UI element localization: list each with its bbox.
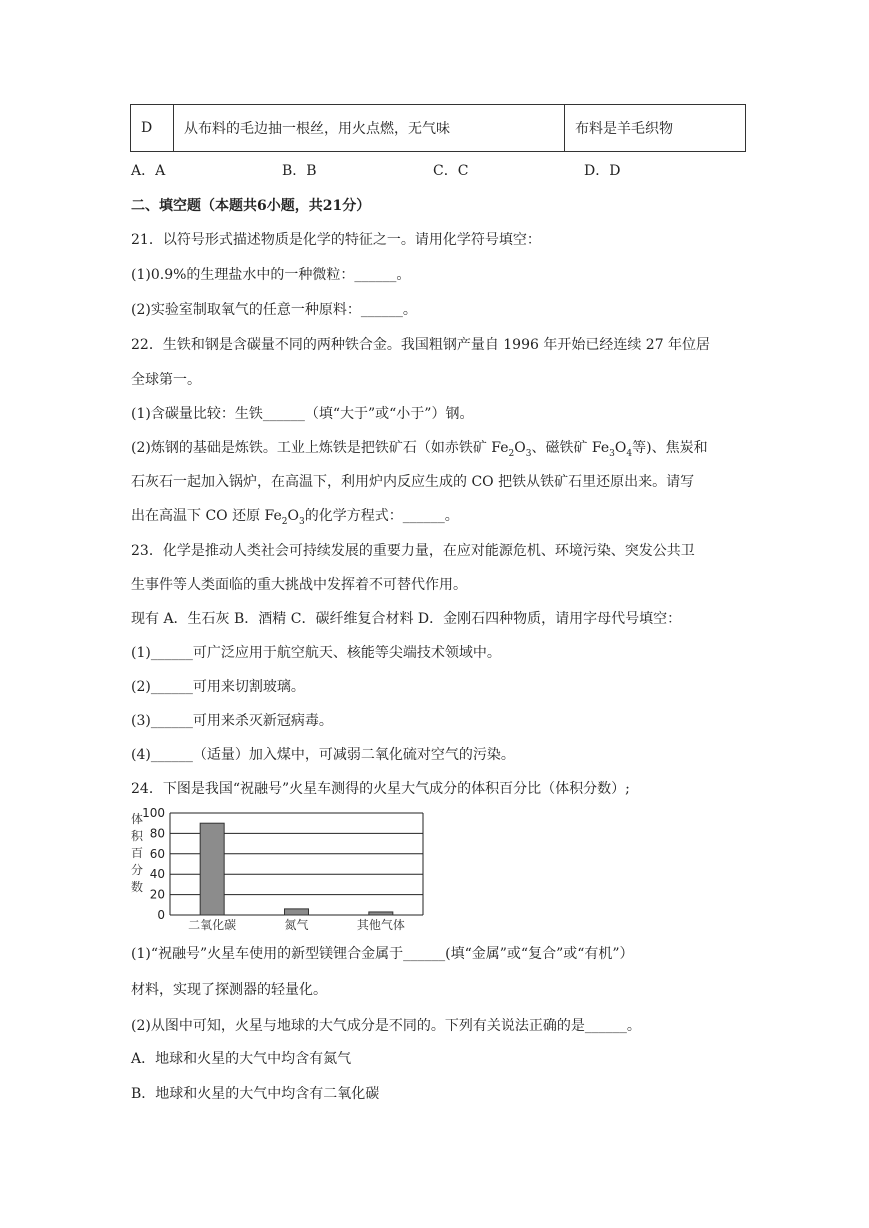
q23-stem-line2: 生事件等人类面临的重大挑战中发挥着不可替代作用。 (131, 577, 467, 593)
choice-b[interactable]: B．B (282, 163, 317, 179)
choice-d[interactable]: D．D (584, 163, 621, 179)
y-axis-label-char: 积 (131, 829, 144, 843)
q24-part1-line2: 材料，实现了探测器的轻量化。 (131, 982, 327, 998)
q24-stem: 24．下图是我国“祝融号”火星车测得的火星大气成分的体积百分比（体积分数）; (131, 781, 630, 797)
answer-choices (131, 160, 735, 180)
y-axis-label-char: 百 (131, 846, 144, 860)
y-tick-label: 0 (157, 908, 165, 922)
table-row (131, 105, 746, 152)
y-tick-label: 60 (149, 846, 165, 861)
bar (285, 909, 309, 915)
option-conclusion: 布料是羊毛织物 (565, 105, 746, 152)
bar (200, 823, 224, 915)
y-tick-label: 20 (149, 887, 165, 902)
q21-part1: (1)0.9%的生理盐水中的一种微粒：______。 (131, 267, 411, 283)
y-tick-labels (142, 806, 165, 922)
chart-bars (200, 823, 393, 915)
q21-stem: 21．以符号形式描述物质是化学的特征之一。请用化学符号填空： (131, 232, 541, 248)
y-axis-label-char: 分 (131, 863, 144, 877)
q24-part1-line1: (1)“祝融号”火星车使用的新型镁锂合金属于______(填“金属”或“复合”或“有机”） (131, 946, 634, 962)
q23-stem-line1: 23．化学是推动人类社会可持续发展的重要力量，在应对能源危机、环境污染、突发公共卫 (131, 543, 695, 559)
q24-option-a[interactable]: A．地球和火星的大气中均含有氮气 (131, 1051, 352, 1067)
q21-part2: (2)实验室制取氧气的任意一种原料：______。 (131, 302, 417, 318)
y-axis-label-char: 数 (131, 880, 144, 894)
choice-a[interactable]: A．A (131, 163, 166, 179)
y-tick-label: 40 (149, 867, 165, 882)
options-table (130, 104, 746, 152)
q22-stem-line2: 全球第一。 (131, 372, 201, 388)
option-method: 从布料的毛边抽一根丝，用火点燃，无气味 (174, 105, 565, 152)
y-axis-label (131, 811, 144, 894)
q23-part3: (3)______可用来杀灭新冠病毒。 (131, 713, 333, 729)
q24-part2: (2)从图中可知，火星与地球的大气成分是不同的。下列有关说法正确的是______。 (131, 1018, 641, 1034)
x-tick-label: 氮气 (284, 918, 309, 932)
atmosphere-bar-chart (130, 805, 430, 935)
q22-stem-line1: 22．生铁和钢是含碳量不同的两种铁合金。我国粗钢产量自 1996 年开始已经连续 27 年位居 (131, 337, 711, 353)
option-letter: D (131, 105, 174, 152)
q23-part2: (2)______可用来切割玻璃。 (131, 679, 305, 695)
x-tick-label: 二氧化碳 (188, 918, 237, 932)
q22-part2-line1: (2)炼钢的基础是炼铁。工业上炼铁是把铁矿石（如赤铁矿 $Fe_2O_3$、磁铁矿 $Fe_3O_4$等)、焦炭和 (131, 440, 708, 459)
choice-c[interactable]: C．C (433, 163, 469, 179)
y-axis-label-char: 体 (131, 812, 144, 826)
q23-part1: (1)______可广泛应用于航空航天、核能等尖端技术领域中。 (131, 645, 501, 661)
q23-given: 现有 A．生石灰 B．酒精 C．碳纤维复合材料 D．金刚石四种物质，请用字母代号填空： (131, 611, 682, 627)
bar (369, 912, 393, 915)
section-heading: 二、填空题（本题共6小题，共21分） (131, 198, 371, 214)
x-tick-label: 其他气体 (356, 918, 405, 932)
y-tick-label: 80 (149, 826, 165, 841)
q22-part2-line2: 石灰石一起加入锅炉，在高温下，利用炉内反应生成的 CO 把铁从铁矿石里还原出来。请写 (131, 474, 695, 490)
q23-part4: (4)______（适量）加入煤中，可减弱二氧化硫对空气的污染。 (131, 747, 515, 763)
q22-part1: (1)含碳量比较：生铁______（填“大于”或“小于”）钢。 (131, 406, 474, 422)
y-tick-label: 100 (142, 806, 165, 820)
x-tick-labels (188, 917, 405, 932)
q24-option-b[interactable]: B．地球和火星的大气中均含有二氧化碳 (131, 1086, 380, 1102)
q22-part2-line3: 出在高温下 CO 还原 $Fe_2O_3$的化学方程式：______。 (131, 508, 459, 527)
